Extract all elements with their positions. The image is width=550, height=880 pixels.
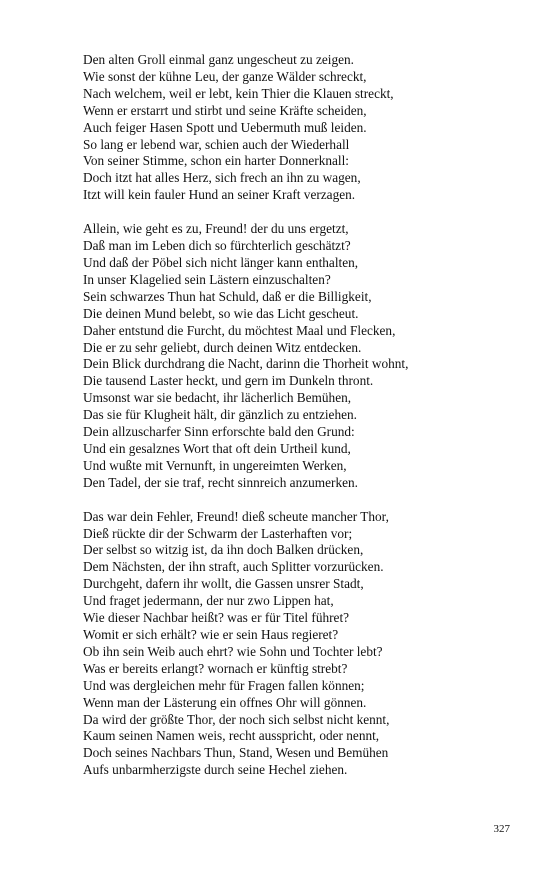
- verse-line: Und wußte mit Vernunft, in ungereimten Werken,: [83, 457, 347, 473]
- verse-line: Doch itzt hat alles Herz, sich frech an ihn zu wagen,: [83, 170, 361, 186]
- verse-line: Aufs unbarmherzigste durch seine Hechel ziehen.: [83, 762, 348, 778]
- verse-line: Dein Blick durchdrang die Nacht, darinn die Thorheit wohnt,: [83, 356, 409, 372]
- verse-line: Ob ihn sein Weib auch ehrt? wie Sohn und Tochter lebt?: [83, 643, 383, 659]
- verse-line: Daß man im Leben dich so fürchterlich geschätzt?: [83, 238, 351, 254]
- verse-line: Und was dergleichen mehr für Fragen fallen können;: [83, 677, 365, 693]
- verse-line: Dieß rückte dir der Schwarm der Lasterhaften vor;: [83, 525, 353, 541]
- verse-line: Die er zu sehr geliebt, durch deinen Witz entdecken.: [83, 339, 362, 355]
- verse-line: Daher entstund die Furcht, du möchtest Maal und Flecken,: [83, 322, 396, 338]
- verse-line: Dem Nächsten, der ihn straft, auch Splitter vorzurücken.: [83, 559, 384, 575]
- verse-line: Kaum seinen Namen weis, recht ausspricht, oder nennt,: [83, 728, 380, 744]
- verse-line: Was er bereits erlangt? wornach er künftig strebt?: [83, 660, 348, 676]
- verse-line: Doch seines Nachbars Thun, Stand, Wesen und Bemühen: [83, 745, 389, 761]
- verse-line: Und fraget jedermann, der nur zwo Lippen hat,: [83, 593, 334, 609]
- stanza-3: [83, 509, 533, 780]
- verse-line: Nach welchem, weil er lebt, kein Thier die Klauen streckt,: [83, 85, 394, 101]
- verse-line: Da wird der größte Thor, der noch sich selbst nicht kennt,: [83, 711, 390, 727]
- verse-line: Das war dein Fehler, Freund! dieß scheute mancher Thor,: [83, 508, 389, 524]
- verse-line: Und daß der Pöbel sich nicht länger kann enthalten,: [83, 254, 359, 270]
- verse-line: Dein allzuscharfer Sinn erforschte bald den Grund:: [83, 424, 355, 440]
- verse-line: In unser Klagelied sein Lästern einzuschalten?: [83, 271, 331, 287]
- verse-line: Allein, wie geht es zu, Freund! der du uns ergetzt,: [83, 221, 349, 237]
- verse-line: Wie dieser Nachbar heißt? was er für Titel führet?: [83, 610, 350, 626]
- verse-line: Auch feiger Hasen Spott und Uebermuth muß leiden.: [83, 119, 367, 135]
- verse-line: Von seiner Stimme, schon ein harter Donnerknall:: [83, 153, 350, 169]
- verse-line: Wenn man der Lästerung ein offnes Ohr will gönnen.: [83, 694, 367, 710]
- stanza-2: [83, 221, 533, 492]
- stanza-1: [83, 52, 533, 204]
- verse-line: Umsonst war sie bedacht, ihr lächerlich Bemühen,: [83, 390, 352, 406]
- verse-line: Durchgeht, dafern ihr wollt, die Gassen unsrer Stadt,: [83, 576, 364, 592]
- verse-line: Wenn er erstarrt und stirbt und seine Kräfte scheiden,: [83, 102, 367, 118]
- verse-line: Sein schwarzes Thun hat Schuld, daß er die Billigkeit,: [83, 288, 372, 304]
- verse-line: Und ein gesalznes Wort that oft dein Urtheil kund,: [83, 440, 351, 456]
- verse-line: Die tausend Laster heckt, und gern im Dunkeln thront.: [83, 373, 374, 389]
- verse-line: Den Tadel, der sie traf, recht sinnreich anzumerken.: [83, 474, 358, 490]
- verse-line: Womit er sich erhält? wie er sein Haus regieret?: [83, 627, 339, 642]
- verse-line: Die deinen Mund belebt, so wie das Licht gescheut.: [83, 305, 359, 321]
- verse-line: Wie sonst der kühne Leu, der ganze Wälder schreckt,: [83, 68, 367, 84]
- verse-line: Itzt will kein fauler Hund an seiner Kraft verzagen.: [83, 187, 356, 203]
- verse-line: Den alten Groll einmal ganz ungescheut zu zeigen.: [83, 52, 355, 67]
- verse-line: So lang er lebend war, schien auch der Wiederhall: [83, 136, 350, 152]
- page-number: 327: [493, 823, 510, 835]
- verse-line: Das sie für Klugheit hält, dir gänzlich zu entziehen.: [83, 407, 357, 423]
- document-page: [83, 52, 533, 796]
- verse-line: Der selbst so witzig ist, da ihn doch Balken drücken,: [83, 542, 364, 558]
